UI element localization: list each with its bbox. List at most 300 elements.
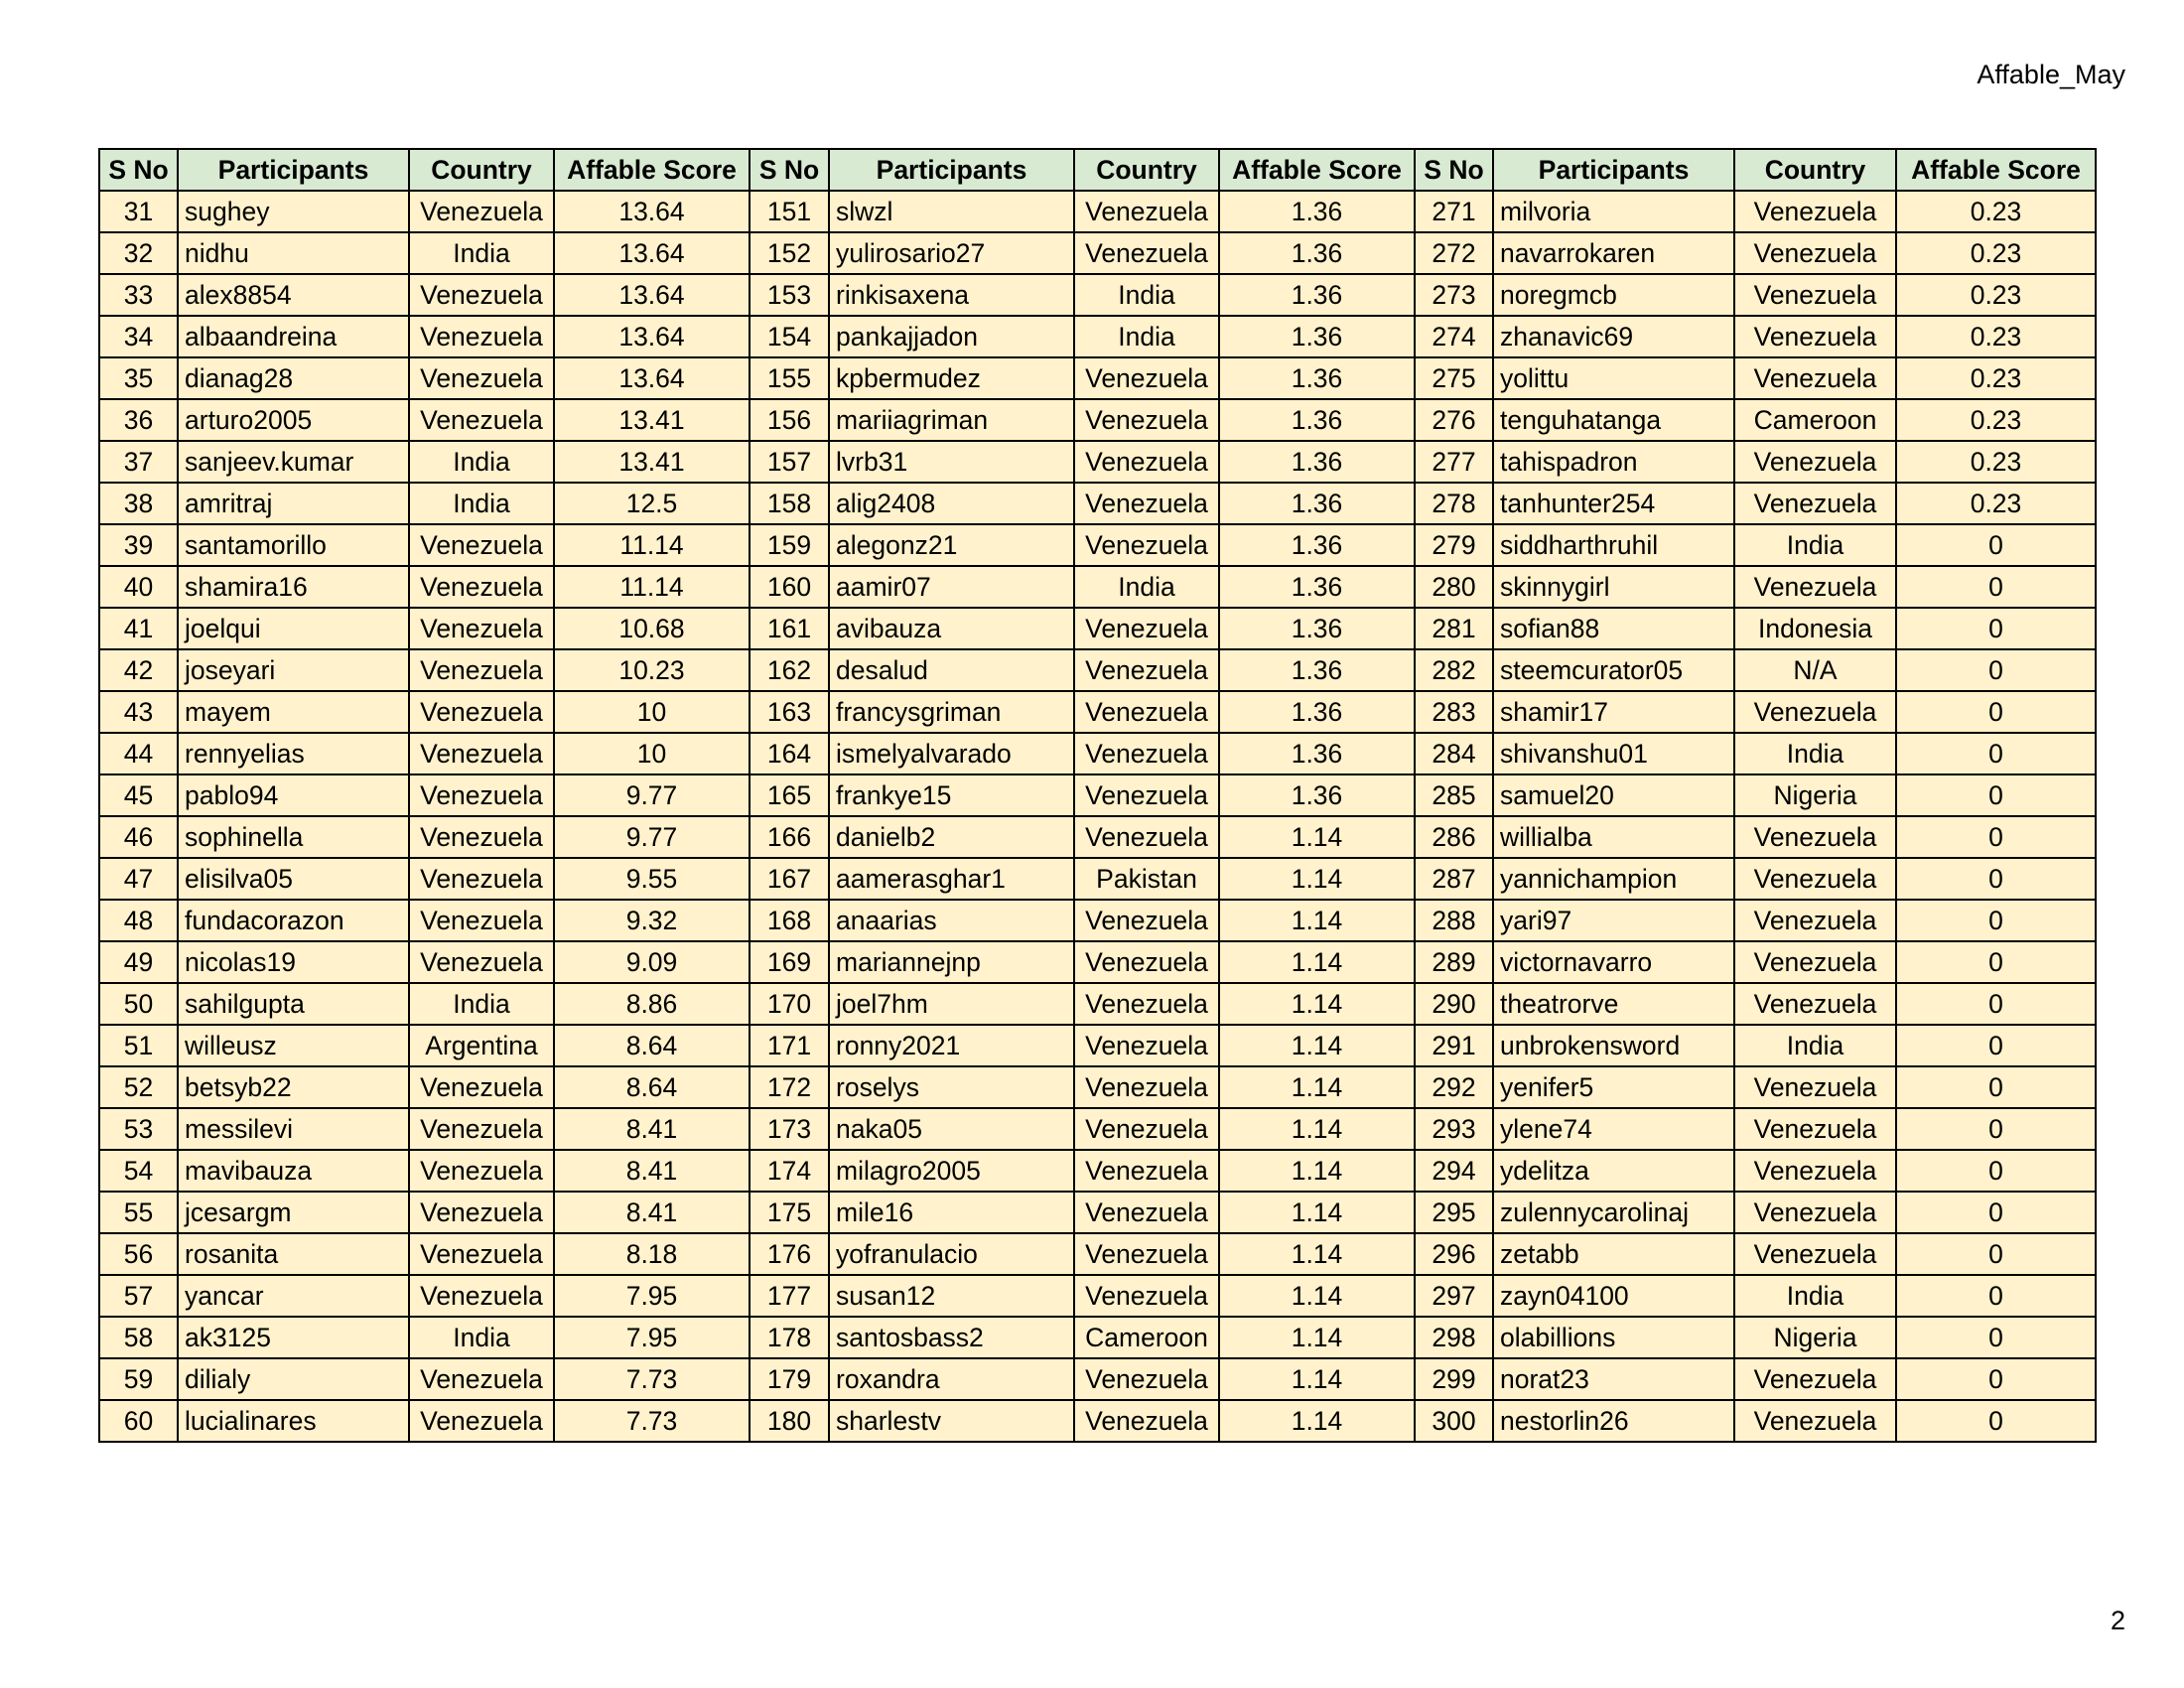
- cell-country: Venezuela: [409, 1192, 554, 1233]
- cell-country: Venezuela: [1074, 691, 1219, 733]
- cell-name: milagro2005: [829, 1150, 1074, 1192]
- cell-country: Venezuela: [1734, 816, 1896, 858]
- cell-sno: 158: [750, 483, 829, 524]
- cell-country: India: [409, 441, 554, 483]
- cell-country: Venezuela: [1734, 1192, 1896, 1233]
- cell-country: Venezuela: [1074, 649, 1219, 691]
- cell-name: danielb2: [829, 816, 1074, 858]
- cell-score: 0: [1896, 1233, 2096, 1275]
- cell-sno: 155: [750, 357, 829, 399]
- cell-score: 0.23: [1896, 441, 2096, 483]
- table-row: [99, 1108, 2096, 1150]
- cell-name: zulennycarolinaj: [1493, 1192, 1734, 1233]
- cell-sno: 159: [750, 524, 829, 566]
- cell-name: shivanshu01: [1493, 733, 1734, 774]
- cell-score: 0: [1896, 941, 2096, 983]
- cell-name: aamerasghar1: [829, 858, 1074, 900]
- cell-sno: 38: [99, 483, 178, 524]
- cell-country: Venezuela: [1074, 483, 1219, 524]
- cell-name: sanjeev.kumar: [178, 441, 409, 483]
- cell-name: olabillions: [1493, 1317, 1734, 1358]
- cell-name: aamir07: [829, 566, 1074, 608]
- cell-score: 8.41: [554, 1150, 750, 1192]
- cell-score: 13.64: [554, 232, 750, 274]
- cell-country: Venezuela: [1734, 1108, 1896, 1150]
- cell-name: yari97: [1493, 900, 1734, 941]
- cell-sno: 271: [1415, 191, 1493, 232]
- cell-score: 0: [1896, 816, 2096, 858]
- cell-sno: 273: [1415, 274, 1493, 316]
- cell-sno: 45: [99, 774, 178, 816]
- cell-name: pankajjadon: [829, 316, 1074, 357]
- cell-country: India: [409, 1317, 554, 1358]
- cell-name: desalud: [829, 649, 1074, 691]
- cell-name: zetabb: [1493, 1233, 1734, 1275]
- cell-name: mile16: [829, 1192, 1074, 1233]
- cell-name: noregmcb: [1493, 274, 1734, 316]
- cell-sno: 42: [99, 649, 178, 691]
- cell-country: Venezuela: [1074, 1275, 1219, 1317]
- cell-country: India: [1074, 566, 1219, 608]
- cell-country: Venezuela: [1074, 1192, 1219, 1233]
- table-row: [99, 191, 2096, 232]
- cell-name: tanhunter254: [1493, 483, 1734, 524]
- cell-score: 10: [554, 733, 750, 774]
- table-row: [99, 608, 2096, 649]
- cell-name: lucialinares: [178, 1400, 409, 1442]
- cell-score: 0: [1896, 1317, 2096, 1358]
- cell-score: 10: [554, 691, 750, 733]
- cell-score: 0: [1896, 649, 2096, 691]
- cell-name: sughey: [178, 191, 409, 232]
- cell-country: Indonesia: [1734, 608, 1896, 649]
- table-row: [99, 816, 2096, 858]
- cell-score: 1.36: [1219, 774, 1415, 816]
- cell-score: 7.95: [554, 1275, 750, 1317]
- cell-name: tahispadron: [1493, 441, 1734, 483]
- cell-score: 8.64: [554, 1066, 750, 1108]
- header-row: [99, 149, 2096, 191]
- cell-sno: 60: [99, 1400, 178, 1442]
- cell-country: Venezuela: [409, 608, 554, 649]
- cell-sno: 59: [99, 1358, 178, 1400]
- cell-country: Argentina: [409, 1025, 554, 1066]
- cell-name: zhanavic69: [1493, 316, 1734, 357]
- cell-score: 9.32: [554, 900, 750, 941]
- cell-country: Venezuela: [1074, 1358, 1219, 1400]
- cell-sno: 170: [750, 983, 829, 1025]
- cell-name: yenifer5: [1493, 1066, 1734, 1108]
- cell-sno: 277: [1415, 441, 1493, 483]
- cell-sno: 276: [1415, 399, 1493, 441]
- cell-sno: 282: [1415, 649, 1493, 691]
- cell-country: India: [1074, 274, 1219, 316]
- cell-country: Venezuela: [409, 1108, 554, 1150]
- cell-country: Nigeria: [1734, 1317, 1896, 1358]
- cell-sno: 290: [1415, 983, 1493, 1025]
- cell-score: 13.41: [554, 441, 750, 483]
- table-row: [99, 1192, 2096, 1233]
- cell-score: 1.14: [1219, 1150, 1415, 1192]
- table-row: [99, 1066, 2096, 1108]
- cell-score: 7.95: [554, 1317, 750, 1358]
- cell-country: Venezuela: [409, 774, 554, 816]
- cell-country: Venezuela: [409, 1400, 554, 1442]
- cell-country: Venezuela: [1734, 316, 1896, 357]
- cell-score: 0: [1896, 1025, 2096, 1066]
- cell-score: 12.5: [554, 483, 750, 524]
- cell-name: ylene74: [1493, 1108, 1734, 1150]
- cell-sno: 298: [1415, 1317, 1493, 1358]
- cell-score: 1.36: [1219, 357, 1415, 399]
- column-header-score: Affable Score: [1896, 149, 2096, 191]
- cell-country: Venezuela: [1074, 399, 1219, 441]
- cell-score: 0: [1896, 1275, 2096, 1317]
- cell-country: Venezuela: [1734, 566, 1896, 608]
- cell-score: 1.14: [1219, 1233, 1415, 1275]
- cell-name: shamira16: [178, 566, 409, 608]
- cell-country: Venezuela: [1074, 1233, 1219, 1275]
- cell-name: sofian88: [1493, 608, 1734, 649]
- cell-name: willialba: [1493, 816, 1734, 858]
- cell-sno: 171: [750, 1025, 829, 1066]
- cell-name: norat23: [1493, 1358, 1734, 1400]
- cell-score: 0: [1896, 1400, 2096, 1442]
- column-header-country: Country: [409, 149, 554, 191]
- cell-sno: 47: [99, 858, 178, 900]
- cell-country: Venezuela: [409, 399, 554, 441]
- cell-country: Venezuela: [1734, 858, 1896, 900]
- table-row: [99, 1233, 2096, 1275]
- cell-score: 1.14: [1219, 1025, 1415, 1066]
- cell-name: sharlestv: [829, 1400, 1074, 1442]
- column-header-name: Participants: [1493, 149, 1734, 191]
- table-row: [99, 1025, 2096, 1066]
- cell-country: Venezuela: [1734, 483, 1896, 524]
- cell-score: 0: [1896, 1066, 2096, 1108]
- cell-sno: 300: [1415, 1400, 1493, 1442]
- cell-score: 1.36: [1219, 733, 1415, 774]
- cell-sno: 272: [1415, 232, 1493, 274]
- cell-name: ronny2021: [829, 1025, 1074, 1066]
- cell-name: elisilva05: [178, 858, 409, 900]
- cell-country: Venezuela: [1074, 191, 1219, 232]
- cell-country: Venezuela: [1074, 232, 1219, 274]
- cell-sno: 287: [1415, 858, 1493, 900]
- table-row: [99, 1275, 2096, 1317]
- cell-country: Venezuela: [1734, 900, 1896, 941]
- table-row: [99, 900, 2096, 941]
- table-row: [99, 691, 2096, 733]
- cell-country: Venezuela: [1074, 1108, 1219, 1150]
- cell-score: 0: [1896, 1150, 2096, 1192]
- cell-name: pablo94: [178, 774, 409, 816]
- column-header-score: Affable Score: [1219, 149, 1415, 191]
- page-number: 2: [2110, 1606, 2125, 1635]
- cell-name: mayem: [178, 691, 409, 733]
- table-row: [99, 441, 2096, 483]
- cell-score: 11.14: [554, 524, 750, 566]
- cell-country: Venezuela: [409, 691, 554, 733]
- cell-country: Venezuela: [1074, 774, 1219, 816]
- cell-sno: 172: [750, 1066, 829, 1108]
- table-body: [99, 191, 2096, 1442]
- cell-sno: 175: [750, 1192, 829, 1233]
- cell-country: Venezuela: [1734, 357, 1896, 399]
- cell-country: Venezuela: [409, 1275, 554, 1317]
- cell-sno: 292: [1415, 1066, 1493, 1108]
- cell-sno: 281: [1415, 608, 1493, 649]
- cell-score: 0: [1896, 774, 2096, 816]
- cell-sno: 154: [750, 316, 829, 357]
- cell-score: 1.36: [1219, 232, 1415, 274]
- cell-score: 1.36: [1219, 399, 1415, 441]
- cell-score: 0.23: [1896, 316, 2096, 357]
- cell-score: 11.14: [554, 566, 750, 608]
- cell-sno: 166: [750, 816, 829, 858]
- cell-name: steemcurator05: [1493, 649, 1734, 691]
- cell-score: 10.23: [554, 649, 750, 691]
- cell-sno: 157: [750, 441, 829, 483]
- cell-country: Venezuela: [409, 1233, 554, 1275]
- cell-country: Venezuela: [409, 316, 554, 357]
- cell-name: messilevi: [178, 1108, 409, 1150]
- cell-country: Venezuela: [1734, 983, 1896, 1025]
- cell-name: nidhu: [178, 232, 409, 274]
- cell-name: joelqui: [178, 608, 409, 649]
- cell-score: 0: [1896, 691, 2096, 733]
- cell-sno: 33: [99, 274, 178, 316]
- cell-country: Cameroon: [1734, 399, 1896, 441]
- table-row: [99, 274, 2096, 316]
- cell-name: sophinella: [178, 816, 409, 858]
- cell-country: India: [1734, 733, 1896, 774]
- cell-country: Venezuela: [1074, 900, 1219, 941]
- cell-country: Venezuela: [1734, 941, 1896, 983]
- cell-name: roxandra: [829, 1358, 1074, 1400]
- table-row: [99, 566, 2096, 608]
- cell-score: 0.23: [1896, 191, 2096, 232]
- cell-name: rosanita: [178, 1233, 409, 1275]
- cell-country: Venezuela: [1734, 1400, 1896, 1442]
- cell-sno: 160: [750, 566, 829, 608]
- cell-name: ak3125: [178, 1317, 409, 1358]
- cell-name: willeusz: [178, 1025, 409, 1066]
- cell-name: lvrb31: [829, 441, 1074, 483]
- cell-name: zayn04100: [1493, 1275, 1734, 1317]
- cell-sno: 57: [99, 1275, 178, 1317]
- cell-sno: 278: [1415, 483, 1493, 524]
- table-row: [99, 649, 2096, 691]
- cell-name: arturo2005: [178, 399, 409, 441]
- cell-sno: 48: [99, 900, 178, 941]
- cell-score: 1.14: [1219, 983, 1415, 1025]
- table-row: [99, 774, 2096, 816]
- cell-score: 0: [1896, 733, 2096, 774]
- cell-sno: 152: [750, 232, 829, 274]
- cell-country: Venezuela: [1074, 941, 1219, 983]
- cell-score: 1.14: [1219, 1192, 1415, 1233]
- cell-country: Venezuela: [1734, 274, 1896, 316]
- cell-sno: 293: [1415, 1108, 1493, 1150]
- cell-country: Venezuela: [409, 1066, 554, 1108]
- table-row: [99, 399, 2096, 441]
- cell-sno: 168: [750, 900, 829, 941]
- cell-name: roselys: [829, 1066, 1074, 1108]
- cell-country: Venezuela: [1074, 1150, 1219, 1192]
- page-header-title: Affable_May: [1977, 60, 2125, 89]
- cell-name: milvoria: [1493, 191, 1734, 232]
- cell-score: 9.77: [554, 816, 750, 858]
- cell-sno: 288: [1415, 900, 1493, 941]
- cell-name: joel7hm: [829, 983, 1074, 1025]
- column-header-country: Country: [1734, 149, 1896, 191]
- cell-score: 1.14: [1219, 1358, 1415, 1400]
- cell-name: yofranulacio: [829, 1233, 1074, 1275]
- cell-sno: 53: [99, 1108, 178, 1150]
- cell-name: rinkisaxena: [829, 274, 1074, 316]
- table-row: [99, 524, 2096, 566]
- cell-name: avibauza: [829, 608, 1074, 649]
- cell-name: shamir17: [1493, 691, 1734, 733]
- cell-score: 13.64: [554, 357, 750, 399]
- column-header-sno: S No: [1415, 149, 1493, 191]
- cell-score: 1.14: [1219, 1066, 1415, 1108]
- cell-score: 1.14: [1219, 1317, 1415, 1358]
- cell-name: theatrorve: [1493, 983, 1734, 1025]
- cell-name: yolittu: [1493, 357, 1734, 399]
- cell-sno: 286: [1415, 816, 1493, 858]
- cell-name: victornavarro: [1493, 941, 1734, 983]
- cell-sno: 31: [99, 191, 178, 232]
- cell-name: skinnygirl: [1493, 566, 1734, 608]
- cell-name: santosbass2: [829, 1317, 1074, 1358]
- cell-name: sahilgupta: [178, 983, 409, 1025]
- cell-name: siddharthruhil: [1493, 524, 1734, 566]
- cell-sno: 51: [99, 1025, 178, 1066]
- cell-name: alig2408: [829, 483, 1074, 524]
- cell-name: anaarias: [829, 900, 1074, 941]
- cell-country: Venezuela: [1734, 1066, 1896, 1108]
- cell-sno: 44: [99, 733, 178, 774]
- cell-name: mavibauza: [178, 1150, 409, 1192]
- cell-country: Venezuela: [409, 566, 554, 608]
- cell-country: Venezuela: [1734, 191, 1896, 232]
- cell-sno: 35: [99, 357, 178, 399]
- cell-country: Venezuela: [409, 733, 554, 774]
- cell-name: yulirosario27: [829, 232, 1074, 274]
- cell-sno: 163: [750, 691, 829, 733]
- cell-score: 1.14: [1219, 816, 1415, 858]
- cell-name: yannichampion: [1493, 858, 1734, 900]
- cell-sno: 156: [750, 399, 829, 441]
- cell-name: ismelyalvarado: [829, 733, 1074, 774]
- cell-sno: 284: [1415, 733, 1493, 774]
- column-header-name: Participants: [178, 149, 409, 191]
- column-header-sno: S No: [99, 149, 178, 191]
- cell-country: Venezuela: [1074, 1025, 1219, 1066]
- cell-score: 9.55: [554, 858, 750, 900]
- cell-score: 1.36: [1219, 524, 1415, 566]
- cell-score: 1.14: [1219, 900, 1415, 941]
- cell-country: Venezuela: [1074, 524, 1219, 566]
- cell-sno: 49: [99, 941, 178, 983]
- column-header-name: Participants: [829, 149, 1074, 191]
- cell-score: 0: [1896, 566, 2096, 608]
- cell-country: Venezuela: [1074, 357, 1219, 399]
- cell-country: Venezuela: [1074, 733, 1219, 774]
- cell-name: alex8854: [178, 274, 409, 316]
- cell-name: jcesargm: [178, 1192, 409, 1233]
- table-header: [99, 149, 2096, 191]
- cell-score: 1.36: [1219, 483, 1415, 524]
- cell-sno: 180: [750, 1400, 829, 1442]
- cell-country: Venezuela: [1734, 1358, 1896, 1400]
- cell-country: Venezuela: [409, 941, 554, 983]
- cell-name: francysgriman: [829, 691, 1074, 733]
- cell-score: 0.23: [1896, 232, 2096, 274]
- column-header-score: Affable Score: [554, 149, 750, 191]
- cell-score: 13.64: [554, 316, 750, 357]
- cell-score: 0: [1896, 1358, 2096, 1400]
- cell-score: 8.18: [554, 1233, 750, 1275]
- cell-score: 8.41: [554, 1192, 750, 1233]
- cell-name: unbrokensword: [1493, 1025, 1734, 1066]
- cell-country: Venezuela: [409, 191, 554, 232]
- cell-country: Venezuela: [409, 816, 554, 858]
- cell-sno: 275: [1415, 357, 1493, 399]
- cell-score: 8.64: [554, 1025, 750, 1066]
- cell-country: Venezuela: [1734, 1150, 1896, 1192]
- cell-score: 0: [1896, 900, 2096, 941]
- cell-score: 1.14: [1219, 858, 1415, 900]
- column-header-sno: S No: [750, 149, 829, 191]
- cell-sno: 165: [750, 774, 829, 816]
- cell-name: dianag28: [178, 357, 409, 399]
- cell-name: kpbermudez: [829, 357, 1074, 399]
- table-row: [99, 858, 2096, 900]
- cell-name: frankye15: [829, 774, 1074, 816]
- cell-sno: 289: [1415, 941, 1493, 983]
- cell-name: fundacorazon: [178, 900, 409, 941]
- cell-score: 1.36: [1219, 691, 1415, 733]
- cell-sno: 279: [1415, 524, 1493, 566]
- cell-sno: 153: [750, 274, 829, 316]
- cell-sno: 39: [99, 524, 178, 566]
- cell-score: 1.36: [1219, 566, 1415, 608]
- table-row: [99, 232, 2096, 274]
- cell-name: amritraj: [178, 483, 409, 524]
- cell-country: Venezuela: [409, 1150, 554, 1192]
- cell-sno: 167: [750, 858, 829, 900]
- cell-country: Venezuela: [1074, 983, 1219, 1025]
- cell-country: Venezuela: [1074, 816, 1219, 858]
- cell-country: Venezuela: [409, 900, 554, 941]
- cell-name: mariannejnp: [829, 941, 1074, 983]
- cell-country: India: [1734, 1275, 1896, 1317]
- cell-score: 0.23: [1896, 483, 2096, 524]
- cell-name: nestorlin26: [1493, 1400, 1734, 1442]
- cell-sno: 294: [1415, 1150, 1493, 1192]
- column-header-country: Country: [1074, 149, 1219, 191]
- cell-sno: 176: [750, 1233, 829, 1275]
- table-row: [99, 733, 2096, 774]
- cell-sno: 295: [1415, 1192, 1493, 1233]
- cell-country: Venezuela: [409, 524, 554, 566]
- cell-country: N/A: [1734, 649, 1896, 691]
- cell-country: Venezuela: [1734, 1233, 1896, 1275]
- table-row: [99, 983, 2096, 1025]
